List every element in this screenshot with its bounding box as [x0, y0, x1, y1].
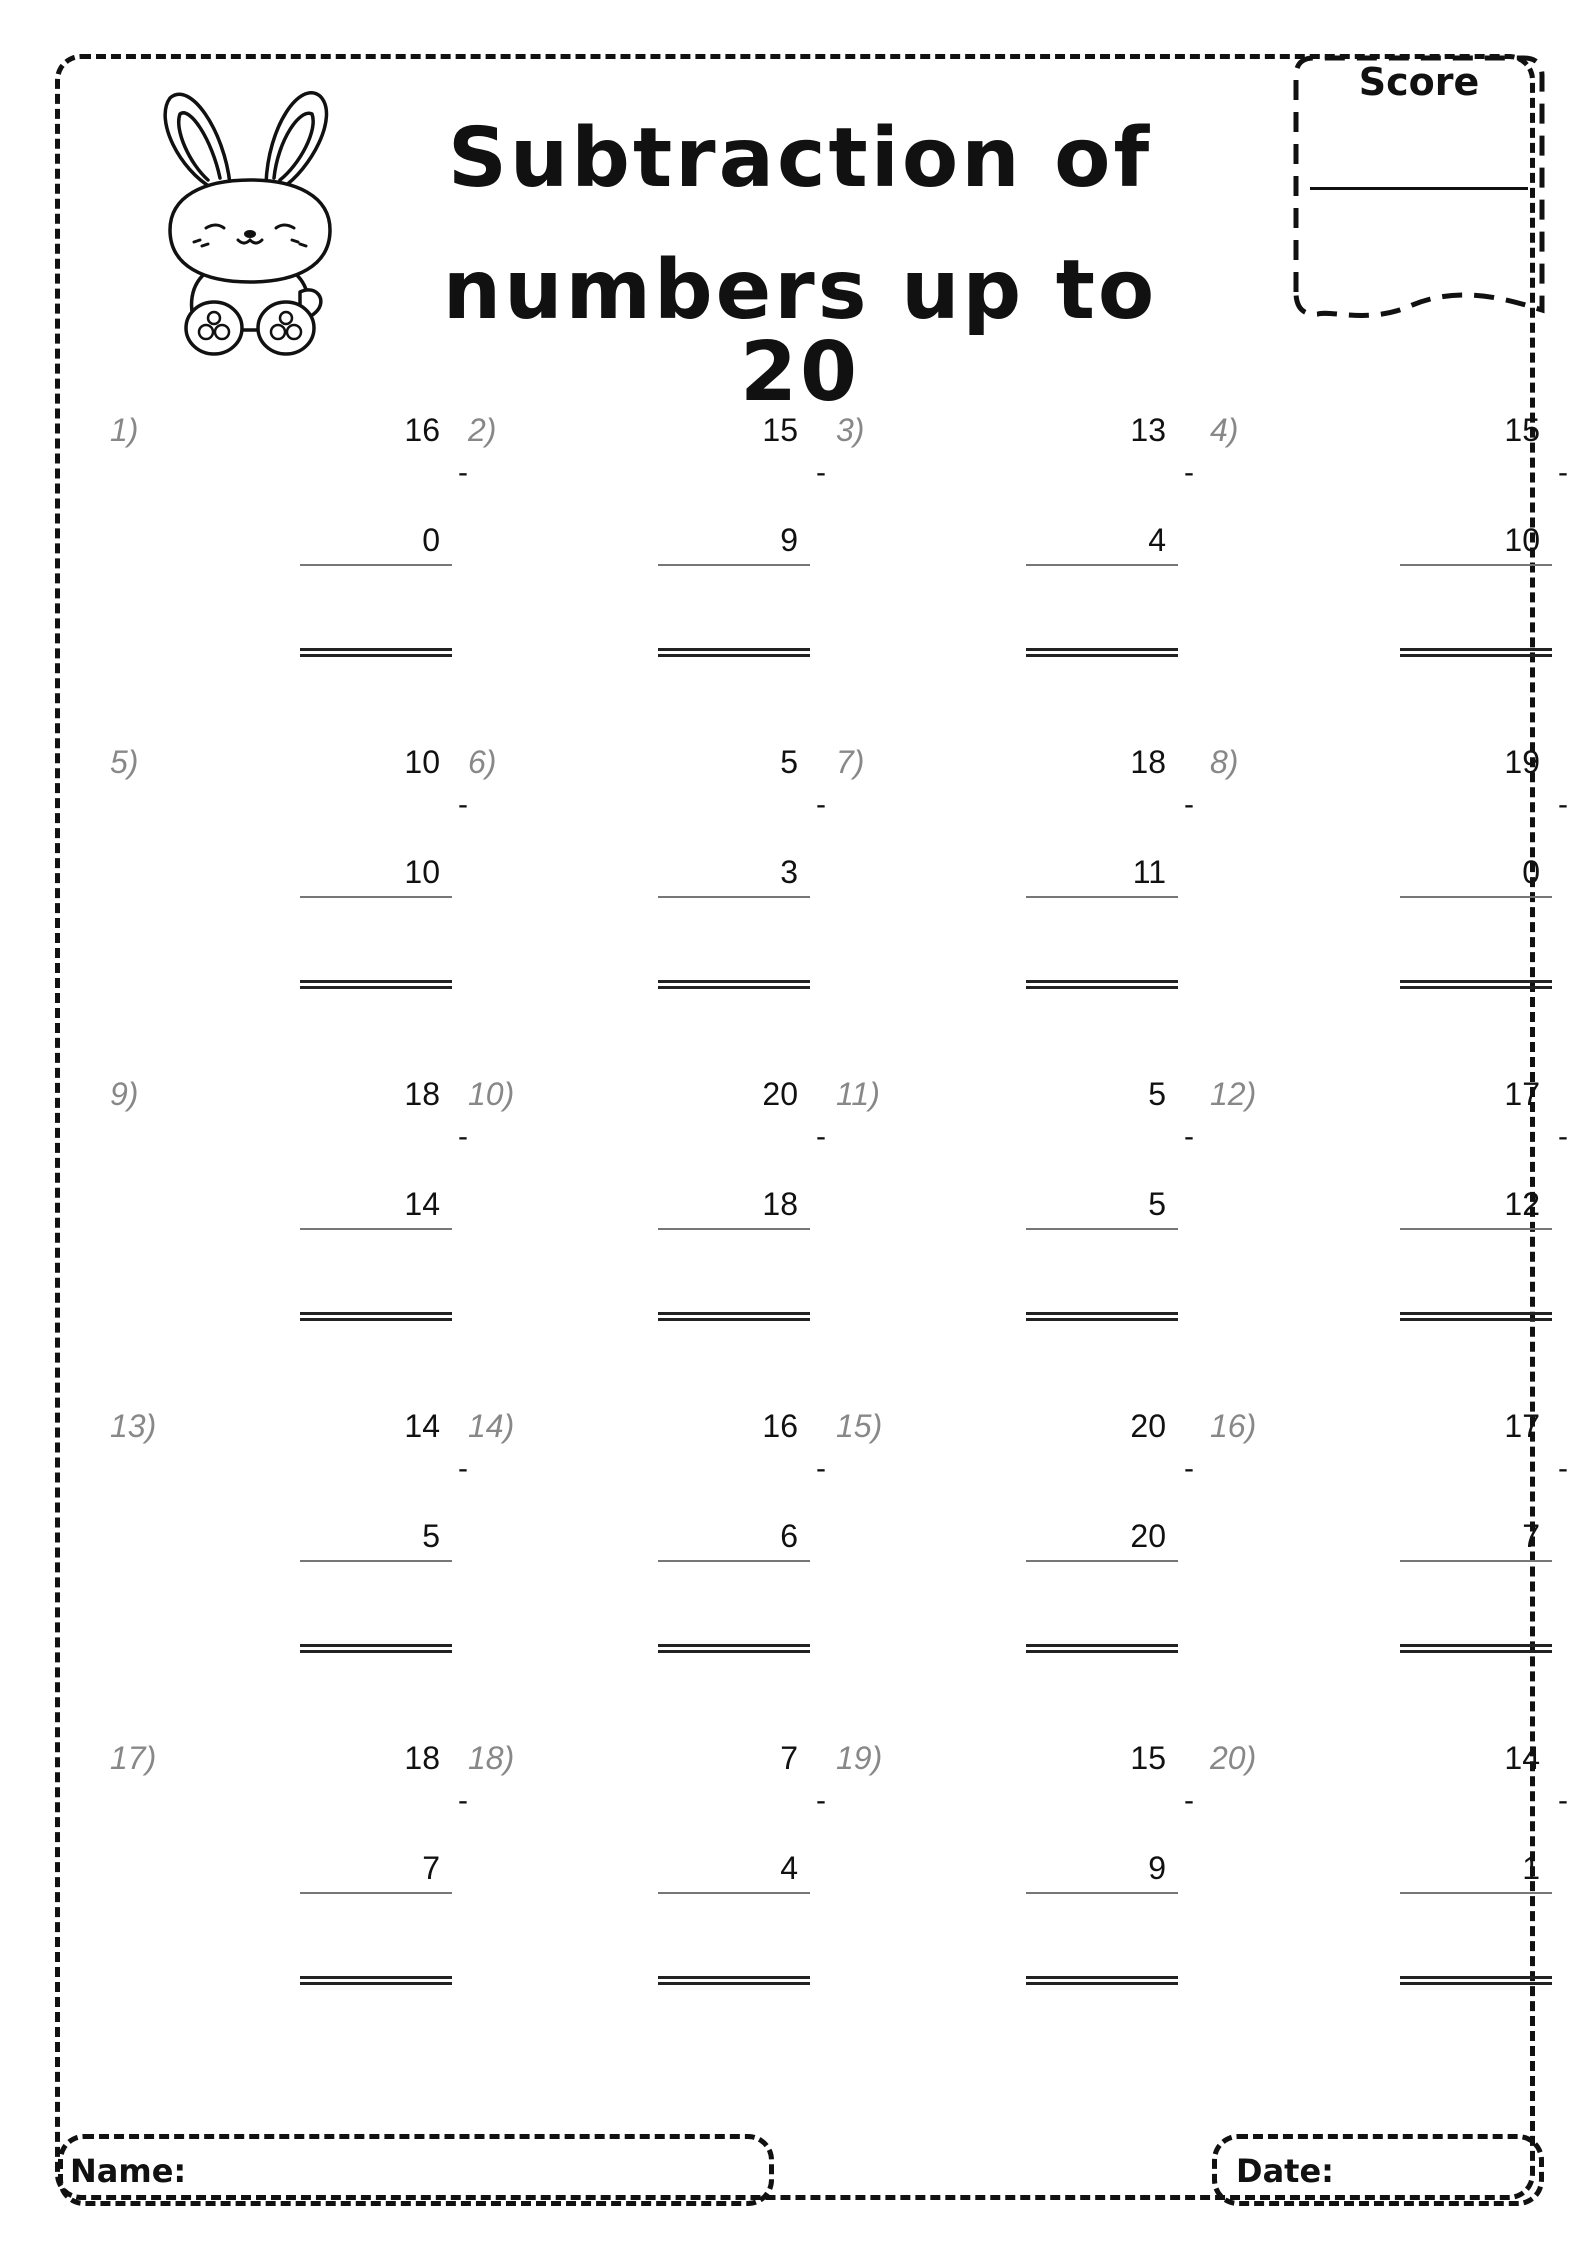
problem-number: 2) — [468, 412, 497, 448]
problem-number: 8) — [1210, 744, 1239, 780]
subtrahend-underline — [300, 1560, 452, 1562]
problem-18 — [468, 1740, 826, 2040]
subtrahend-underline — [1400, 1228, 1552, 1230]
minus-sign: - — [1184, 788, 1194, 821]
minus-sign: - — [816, 1120, 826, 1153]
minus-sign: - — [1558, 1452, 1568, 1485]
subtrahend: 11 — [1132, 854, 1166, 890]
problem-1 — [110, 412, 468, 712]
problem-number: 7) — [836, 744, 865, 780]
name-label: Name: — [70, 2152, 187, 2190]
problem-16 — [1210, 1408, 1568, 1708]
problem-number: 17) — [110, 1740, 157, 1776]
minuend: 13 — [1130, 412, 1166, 448]
answer-line[interactable] — [658, 980, 810, 989]
problem-number: 6) — [468, 744, 497, 780]
minus-sign: - — [1184, 1452, 1194, 1485]
subtrahend-underline — [658, 1892, 810, 1894]
subtrahend-underline — [658, 1228, 810, 1230]
minus-sign: - — [458, 456, 468, 489]
subtrahend: 9 — [1148, 1850, 1166, 1886]
minus-sign: - — [1558, 1784, 1568, 1817]
minuend: 20 — [762, 1076, 798, 1112]
answer-line[interactable] — [1400, 648, 1552, 657]
score-label: Score — [1358, 60, 1480, 104]
problem-12 — [1210, 1076, 1568, 1376]
minus-sign: - — [816, 1784, 826, 1817]
minus-sign: - — [816, 788, 826, 821]
subtrahend: 7 — [1522, 1518, 1540, 1554]
minus-sign: - — [458, 1120, 468, 1153]
subtrahend-underline — [658, 564, 810, 566]
subtrahend-underline — [1400, 564, 1552, 566]
minuend: 16 — [404, 412, 440, 448]
subtrahend: 3 — [780, 854, 798, 890]
problem-number: 14) — [468, 1408, 515, 1444]
subtrahend: 5 — [1148, 1186, 1166, 1222]
minuend: 5 — [780, 744, 798, 780]
minuend: 17 — [1504, 1408, 1540, 1444]
subtrahend-underline — [1026, 1892, 1178, 1894]
subtrahend-underline — [1400, 1892, 1552, 1894]
minus-sign: - — [458, 1452, 468, 1485]
subtrahend: 1 — [1522, 1850, 1540, 1886]
answer-line[interactable] — [1026, 648, 1178, 657]
subtrahend-underline — [1026, 1228, 1178, 1230]
problem-19 — [836, 1740, 1194, 2040]
minus-sign: - — [1558, 788, 1568, 821]
answer-line[interactable] — [1026, 980, 1178, 989]
minus-sign: - — [458, 1784, 468, 1817]
problem-20 — [1210, 1740, 1568, 2040]
subtrahend: 10 — [404, 854, 440, 890]
problem-4 — [1210, 412, 1568, 712]
problem-15 — [836, 1408, 1194, 1708]
problem-5 — [110, 744, 468, 1044]
answer-line[interactable] — [658, 1644, 810, 1653]
subtrahend-underline — [658, 896, 810, 898]
subtrahend: 5 — [422, 1518, 440, 1554]
minuend: 16 — [762, 1408, 798, 1444]
minuend: 15 — [1504, 412, 1540, 448]
answer-line[interactable] — [1400, 980, 1552, 989]
problem-number: 4) — [1210, 412, 1239, 448]
minuend: 14 — [404, 1408, 440, 1444]
subtrahend: 14 — [404, 1186, 440, 1222]
problem-14 — [468, 1408, 826, 1708]
problem-8 — [1210, 744, 1568, 1044]
minus-sign: - — [816, 1452, 826, 1485]
subtrahend-underline — [1026, 564, 1178, 566]
answer-line[interactable] — [300, 1312, 452, 1321]
subtrahend-underline — [658, 1560, 810, 1562]
problem-number: 16) — [1210, 1408, 1257, 1444]
subtrahend-underline — [1400, 896, 1552, 898]
minuend: 18 — [404, 1076, 440, 1112]
problem-number: 13) — [110, 1408, 157, 1444]
subtrahend: 20 — [1130, 1518, 1166, 1554]
subtrahend: 9 — [780, 522, 798, 558]
subtrahend: 7 — [422, 1850, 440, 1886]
problem-number: 11) — [836, 1076, 880, 1112]
subtrahend: 4 — [1148, 522, 1166, 558]
worksheet-title-line2: numbers up to 20 — [442, 243, 1158, 420]
problem-number: 10) — [468, 1076, 515, 1112]
worksheet-title-line1: Subtraction of — [447, 111, 1153, 206]
answer-line[interactable] — [1400, 1644, 1552, 1653]
problem-number: 15) — [836, 1408, 883, 1444]
minuend: 19 — [1504, 744, 1540, 780]
problem-number: 1) — [110, 412, 139, 448]
minuend: 17 — [1504, 1076, 1540, 1112]
minus-sign: - — [458, 788, 468, 821]
answer-line[interactable] — [1400, 1312, 1552, 1321]
bunny-illustration — [150, 80, 350, 380]
problem-6 — [468, 744, 826, 1044]
subtrahend-underline — [300, 564, 452, 566]
problem-7 — [836, 744, 1194, 1044]
problem-9 — [110, 1076, 468, 1376]
answer-line[interactable] — [1026, 1312, 1178, 1321]
subtrahend: 0 — [422, 522, 440, 558]
subtrahend: 18 — [762, 1186, 798, 1222]
answer-line[interactable] — [300, 1644, 452, 1653]
problem-3 — [836, 412, 1194, 712]
answer-line[interactable] — [1400, 1976, 1552, 1985]
subtrahend-underline — [1400, 1560, 1552, 1562]
answer-line[interactable] — [1026, 1644, 1178, 1653]
answer-line[interactable] — [658, 1312, 810, 1321]
problem-13 — [110, 1408, 468, 1708]
subtrahend-underline — [300, 1228, 452, 1230]
minuend: 18 — [1130, 744, 1166, 780]
problem-number: 3) — [836, 412, 865, 448]
answer-line[interactable] — [1026, 1976, 1178, 1985]
problem-number: 18) — [468, 1740, 515, 1776]
subtrahend: 12 — [1504, 1186, 1540, 1222]
answer-line[interactable] — [658, 1976, 810, 1985]
minuend: 5 — [1148, 1076, 1166, 1112]
minus-sign: - — [1558, 456, 1568, 489]
minus-sign: - — [1558, 1120, 1568, 1153]
problem-17 — [110, 1740, 468, 2040]
minuend: 15 — [1130, 1740, 1166, 1776]
minus-sign: - — [1184, 456, 1194, 489]
date-label: Date: — [1236, 2152, 1334, 2190]
minuend: 20 — [1130, 1408, 1166, 1444]
problem-number: 12) — [1210, 1076, 1257, 1112]
minuend: 15 — [762, 412, 798, 448]
subtrahend-underline — [1026, 896, 1178, 898]
answer-line[interactable] — [300, 980, 452, 989]
problem-2 — [468, 412, 826, 712]
minuend: 7 — [780, 1740, 798, 1776]
problem-10 — [468, 1076, 826, 1376]
minus-sign: - — [1184, 1120, 1194, 1153]
subtrahend: 4 — [780, 1850, 798, 1886]
problem-number: 9) — [110, 1076, 139, 1112]
subtrahend-underline — [300, 896, 452, 898]
score-answer-line — [1310, 187, 1528, 190]
problem-11 — [836, 1076, 1194, 1376]
subtrahend: 6 — [780, 1518, 798, 1554]
answer-line[interactable] — [300, 1976, 452, 1985]
subtrahend-underline — [1026, 1560, 1178, 1562]
subtrahend: 10 — [1504, 522, 1540, 558]
subtrahend: 0 — [1522, 854, 1540, 890]
minus-sign: - — [1184, 1784, 1194, 1817]
minus-sign: - — [816, 456, 826, 489]
minuend: 14 — [1504, 1740, 1540, 1776]
problem-number: 19) — [836, 1740, 883, 1776]
subtrahend-underline — [300, 1892, 452, 1894]
problem-number: 20) — [1210, 1740, 1257, 1776]
answer-line[interactable] — [658, 648, 810, 657]
answer-line[interactable] — [300, 648, 452, 657]
minuend: 18 — [404, 1740, 440, 1776]
minuend: 10 — [404, 744, 440, 780]
problem-number: 5) — [110, 744, 139, 780]
